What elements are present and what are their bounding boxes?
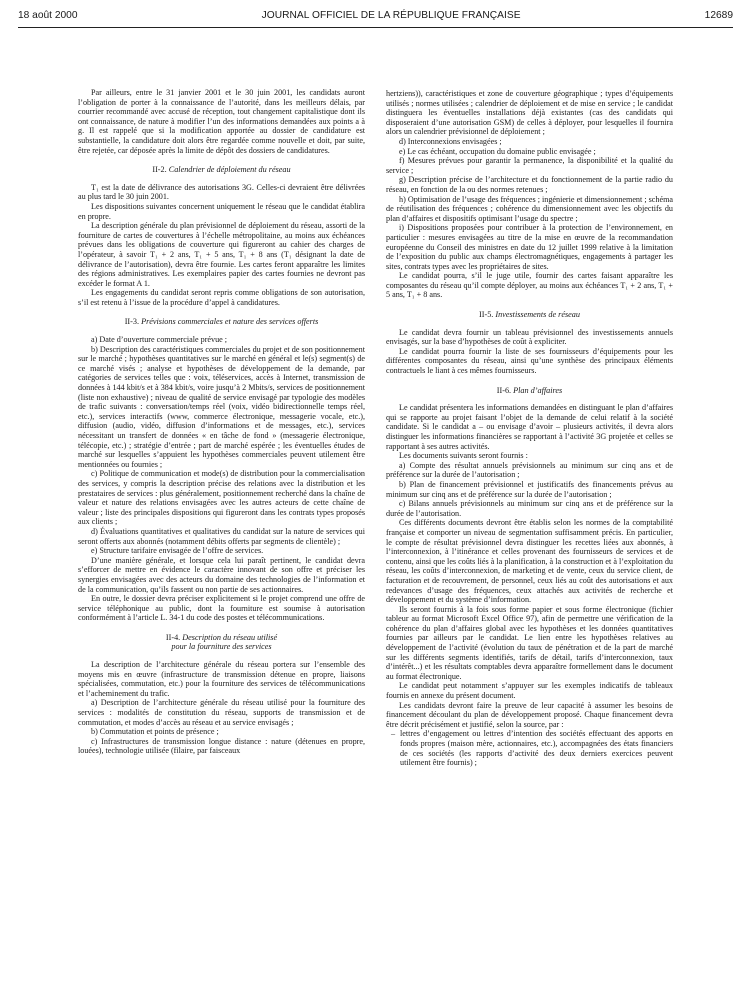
list-item: g) Description précise de l’architecture et du fonctionnement de la partie radio du réseau, en fonction de la ou des normes retenues ; xyxy=(386,175,673,194)
paragraph: La description de l’architecture générale du réseau portera sur l’ensemble des moyens mis en œuvre (infrastructure de transmission détenue en propre, liaisons spécialisées, commutation, etc.) pour la fourniture des services de télécommunications et l’acheminement du trafic. xyxy=(78,660,365,698)
paragraph: Par ailleurs, entre le 31 janvier 2001 et le 30 juin 2001, les candidats auront l’obligation de porter à la connaissance de l’autorité, dans les meilleurs délais, par courrier recommandé avec accusé de réception, tout changement capitalistique dont ils ont connaissance, de nature à modifier l’un des informations demandées aux points a à g. Il est rappelé que si la modification apportée au dossier de candidature est substantielle, la candidature doit alors être regardée comme nouvelle et doit, par suite, être rejetée, car déposée après la limite de dépôt des dossiers de candidatures. xyxy=(78,88,365,155)
section-heading-ii-5: II-5. Investissements de réseau xyxy=(479,310,580,320)
paragraph: D’une manière générale, et lorsque cela lui paraît pertinent, le candidat devra s’efforcer de mettre en évidence le caractère innovant de son offre et préciser les synergies envisagées avec des acteurs du domaine des technologies de l’information et de la communication, qu’ils fassent ou non partie de ses actionnaires. xyxy=(78,555,365,594)
journal-title: JOURNAL OFFICIEL DE LA RÉPUBLIQUE FRANÇAISE xyxy=(261,10,521,21)
paragraph: Le candidat pourra, s’il le juge utile, fournir des cartes faisant apparaître les composantes du réseau qu’il compte déployer, au moins aux échéances T₁ + 2 ans, T₁ + 5 ans, T₁ + 8 ans. xyxy=(386,271,673,300)
paragraph: Les documents suivants seront fournis : xyxy=(399,451,528,461)
list-item: a) Description de l’architecture générale du réseau utilisé pour la fourniture des services : modalités de constitution du réseau, supports de transmission et de commutation, et modes d’accès au réseau et au service envisagés ; xyxy=(78,698,365,727)
paragraph: T₁ est la date de délivrance des autorisations 3G. Celles-ci devraient être délivrées au plus tard le 30 juin 2001. xyxy=(78,182,365,202)
bullet-item: – lettres d’engagement ou lettres d’intention des sociétés effectuant des apports en fonds propres (maison mère, actionnaires, etc.), accompagnées des états financiers de ces sociétés (les rapports d’activité des deux derniers exercices peuvent utilement être fournis) ; xyxy=(400,729,673,767)
list-item: h) Optimisation de l’usage des fréquences ; ingénierie et dimensionnement ; schéma de réutilisation des fréquences ; cohérence du dimensionnement avec les objectifs du plan d’affaires et dispositifs optimisant l’usage du spectre ; xyxy=(386,194,673,223)
list-item: b) Description des caractéristiques commerciales du projet et de son positionnement sur le marché ; hypothèses quantitatives sur le marché en général et le(s) segment(s) de ce marché visés ; analyse et hypothèses de développement de la demande, par catégories de services telles que : voix, téléservices, accès à Internet, transmission de données à 144 kbit/s et à 384 kbit/s, voire jusqu’à 2 Mbits/s, services de positionnement (liste non exhaustive) ; niveau de qualité de service envisagé par typologie des modèles de trafic suivants : conversation/temps réel (voix, vidéo bidirectionnelle temps réel, etc.), services interactifs (www, commerce électronique, messagerie vocale, etc.), diffusion (audio, vidéo, diffusion d’informations et de messages, etc.), services nécessitant un transfert de données « en tâche de fond » (messagerie électronique, télécopie, etc.) ; stratégie d’entrée ; part de marché espérée ; les éventuelles études de marché sur lesquelles s’appuient les hypothèses commerciales peuvent utilement être mentionnées ou fournies ; xyxy=(78,344,365,469)
paragraph: Le candidat devra fournir un tableau prévisionnel des investissements annuels envisagés, sur la base d’hypothèses de coût à expliciter. xyxy=(386,327,673,347)
paragraph: Le candidat pourra fournir la liste de ses fournisseurs d’équipements pour les différentes composantes du réseau, ainsi qu’une synthèse des principaux éléments contractuels le liant à ces mêmes fournisseurs. xyxy=(386,346,673,376)
page-header xyxy=(18,10,733,26)
bullet-list xyxy=(386,729,673,767)
list-item: c) Politique de communication et mode(s) de distribution pour la commercialisation des services, y compris la description précise des relations avec la distribution et les prestataires de services : plus généralement, positionnement recherché dans la chaîne de valeur et nature des relations envisagées avec les autres acteurs de cette chaîne de valeur ; liste des principales dispositions qui figureront dans les contrats types proposés aux clients ; xyxy=(78,469,365,527)
left-column xyxy=(78,88,365,756)
list-item: a) Compte des résultat annuels prévisionnels au minimum sur cinq ans et de préférence sur la durée de l’autorisation ; xyxy=(386,460,673,480)
section-heading-ii-2: II-2. Calendrier de déploiement du réseau xyxy=(152,165,291,175)
list-item: f) Mesures prévues pour garantir la permanence, la disponibilité et la qualité du service ; xyxy=(386,156,673,175)
section-heading-ii-6: II-6. Plan d’affaires xyxy=(496,385,563,395)
right-column xyxy=(386,89,673,768)
list-item: c) Bilans annuels prévisionnels au minimum sur cinq ans et de préférence sur la durée de l’autorisation. xyxy=(386,499,673,518)
list-item: d) Évaluations quantitatives et qualitatives du candidat sur la nature de services qui seront offerts aux abonnés (notamment débits offerts par segments de clientèle) ; xyxy=(78,526,365,546)
paragraph: Les dispositions suivantes concernent uniquement le réseau que le candidat établira en propre. xyxy=(78,201,365,221)
page-number: 12689 xyxy=(704,10,733,21)
paragraph: Le candidat présentera les informations demandées en distinguant le plan d’affaires qui se rapporte au projet faisant l’objet de la demande de celui relatif à la société candidate. Si le candidat a – ou envisage d’avoir – plusieurs activités, il devra alors distinguer les informations financières se rapportant à l’activité 3G projetée et celles se rapportant à ses autres activités. xyxy=(386,403,673,451)
paragraph: Ils seront fournis à la fois sous forme papier et sous forme électronique (fichier tableur au format Microsoft Excel Office 97), afin de permettre une vérification de la cohérence du plan d’affaires global avec les hypothèses et les données quantitatives fournies par ailleurs par le candidat. Le lien entre les hypothèses relatives au développement de l’activité (évolution du taux de pénétration et de la part de marché sur les différents segments identifiés, tarifs de détail, tarifs d’interconnexion, taux d’intérêt...) et les résultats comptables devra apparaître formellement dans le document au format électronique. xyxy=(386,604,673,681)
paragraph: La description générale du plan prévisionnel de déploiement du réseau, assorti de la fourniture de cartes de couvertures à l’échelle métropolitaine, au moins aux échéances prévues dans les obligations de couverture qui figureront au cahier des charges de l’opérateur, à savoir T₁ + 2 ans, T₁ + 5 ans, T₁ + 8 ans (T₁ désignant la date de délivrance de l’autorisation), devra être fournie. Les cartes feront apparaître les limites des régions administratives. Les exemplaires papier des cartes fournies ne devront pas excéder le format A 1. xyxy=(78,221,365,288)
list-item: b) Commutation et points de présence ; xyxy=(91,727,219,737)
header-date: 18 août 2000 xyxy=(18,10,78,21)
paragraph: Les engagements du candidat seront repris comme obligations de son autorisation, s’il est retenu à l’issue de la procédure d’appel à candidatures. xyxy=(78,288,365,307)
list-item: e) Le cas échéant, occupation du domaine public envisagée ; xyxy=(399,146,596,156)
list-item: b) Plan de financement prévisionnel et justificatifs des financements prévus au minimum sur cinq ans et de préférence sur la durée de l’autorisation ; xyxy=(386,479,673,499)
list-item: c) Infrastructures de transmission longue distance : nature (détenues en propre, louées), technologie utilisée (filaire, par faisceaux xyxy=(78,736,365,756)
list-item: d) Interconnexions envisagées ; xyxy=(399,136,502,146)
list-item: a) Date d’ouverture commerciale prévue ; xyxy=(91,335,228,345)
paragraph: Le candidat peut notamment s’appuyer sur les exemples indicatifs de tableaux fournis en annexe du présent document. xyxy=(386,681,673,701)
list-item: i) Dispositions proposées pour contribuer à la protection de l’environnement, en particulier : mesures envisagées au titre de la mise en œuvre de la recommandation européenne du Conseil des ministres en date du 12 juillet 1999 relative à la limitation de l’exposition du public aux champs électromagnétiques, engagements à partager les sites, contrats types avec les propriétaires de sites. xyxy=(386,223,673,271)
paragraph: Les candidats devront faire la preuve de leur capacité à assumer les besoins de financement découlant du plan de développement proposé. Chaque financement devra être décrit précisément et justifié, selon la source, par : xyxy=(386,700,673,729)
list-item: e) Structure tarifaire envisagée de l’offre de services. xyxy=(91,546,264,556)
paragraph: hertziens)), caractéristiques et zone de couverture géographique ; types d’équipements utilisés ; normes utilisées ; calendrier de déploiement et de mise en service ; le candidat distinguera les éventuelles installations déjà existantes (cas des candidats qui disposeraient d’une autorisation GSM) de celles à déployer, pour lesquelles il fournira alors un calendrier prévisionnel de déploiement ; xyxy=(386,89,673,137)
paragraph: En outre, le dossier devra préciser explicitement si le projet comprend une offre de service téléphonique au public, dont la fourniture est soumise à autorisation conformément à l’article L. 34-1 du code des postes et télécommunications. xyxy=(78,594,365,623)
paragraph: Ces différents documents devront être établis selon les normes de la comptabilité française et comporter un niveau de segmentation suffisamment précis. En particulier, le compte de résultat prévisionnel devra distinguer les recettes liées aux abonnés, à l’interconnexion, à l’itinérance et celles provenant des fournisseurs de services et de contenu, ainsi que les coûts liés à la planification, à la construction et à l’exploitation du réseau, les coûts d’interconnexion, de marketing et de vente, ceux du service client, de facturation et de recouvrement, de personnel, ceux liés au coût des autorisations et aux redevances d’usage des fréquences, ceux attachés aux activités de recherche et développement et du système d’information. xyxy=(386,518,673,605)
header-rule xyxy=(18,27,733,28)
section-heading-ii-4: II-4. Description du réseau utilisé pour la fourniture des services xyxy=(165,632,278,652)
section-heading-ii-3: II-3. Prévisions commerciales et nature des services offerts xyxy=(124,317,319,327)
